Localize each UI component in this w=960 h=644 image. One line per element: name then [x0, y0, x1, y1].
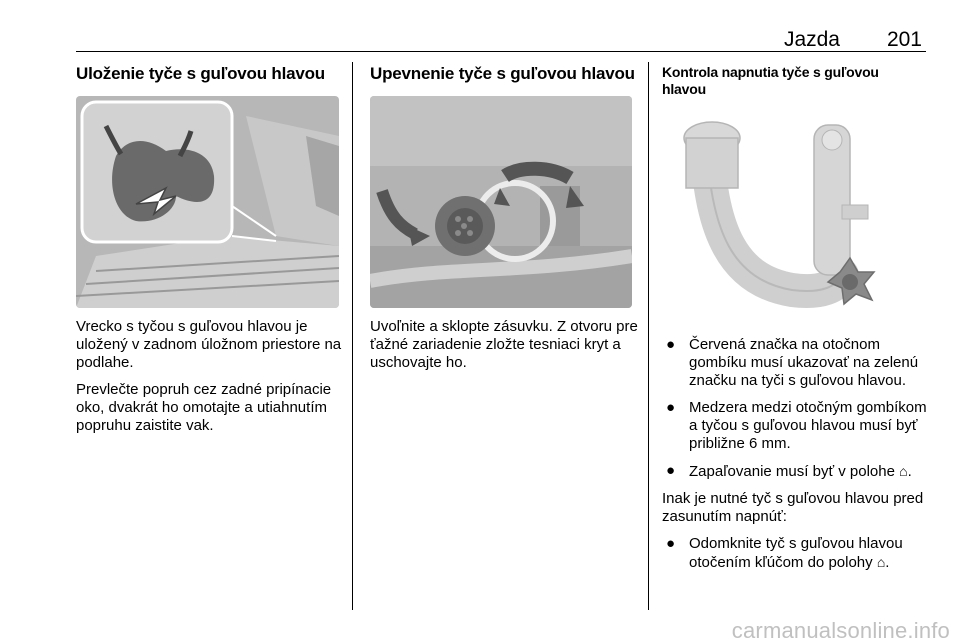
bullet-text: Odomknite tyč s guľovou hlavou otočením kľúčom do polohy: [689, 535, 903, 571]
body-text-check: [662, 336, 928, 581]
list-item: ● Odomknite tyč s guľovou hlavou otočením kľúčom do polohy ⌂.: [666, 535, 903, 571]
section-heading-mounting: Upevnenie tyče s guľovou hlavou: [370, 64, 635, 83]
column-divider-1: [352, 62, 353, 610]
figure-tow-bar: [662, 110, 924, 322]
section-heading-stowing: Uloženie tyče s guľovou hlavou: [76, 64, 325, 83]
watermark: carmanualsonline.info: [731, 618, 950, 643]
bullet-text: Medzera medzi otočným gombíkom a tyčou s guľovou hlavou musí byť približne 6 mm.: [689, 399, 927, 452]
bullet-text: Zapaľovanie musí byť v polohe: [689, 463, 895, 480]
page-header: [76, 22, 926, 50]
page-number: 201: [886, 28, 922, 51]
figure-socket: [370, 96, 632, 308]
section-heading-check: Kontrola napnutia tyče s guľovou hlavou: [662, 64, 879, 97]
column-check: [662, 64, 926, 98]
body-text-stowing: [76, 318, 344, 444]
ignition-key-icon: ⌂: [876, 554, 886, 570]
list-item: ● Medzera medzi otočným gombíkom a tyčou s guľovou hlavou musí byť približne 6 mm.: [666, 399, 927, 452]
column-stowing: [76, 64, 344, 84]
column-divider-2: [648, 62, 649, 610]
paragraph: Vrecko s tyčou s guľovou hlavou je uložený v zadnom úložnom priestore na podlahe.: [76, 318, 342, 371]
figure-cargo-bag: [76, 96, 339, 308]
paragraph: Prevlečte popruh cez zadné pripínacie oko, dvakrát ho omotajte a utiahnutím popruhu zaistite vak.: [76, 381, 332, 434]
ignition-key-icon: ⌂: [899, 463, 908, 479]
list-item: ● Zapaľovanie musí byť v polohe ⌂.: [666, 462, 912, 480]
bullet-text: Červená značka na otočnom gombíku musí ukazovať na zelenú značku na tyči s guľovou hlavou.: [689, 336, 919, 389]
column-mounting: [370, 64, 642, 84]
list-item: ● Červená značka na otočnom gombíku musí ukazovať na zelenú značku na tyči s guľovou hlavou.: [666, 336, 919, 389]
paragraph: Inak je nutné tyč s guľovou hlavou pred zasunutím napnúť:: [662, 490, 924, 525]
header-rule: [76, 51, 926, 52]
body-text-mounting: [370, 318, 642, 381]
paragraph: Uvoľnite a sklopte zásuvku. Z otvoru pre ťažné zariadenie zložte tesniaci kryt a uschovajte ho.: [370, 318, 638, 371]
chapter-title: Jazda: [783, 28, 840, 51]
